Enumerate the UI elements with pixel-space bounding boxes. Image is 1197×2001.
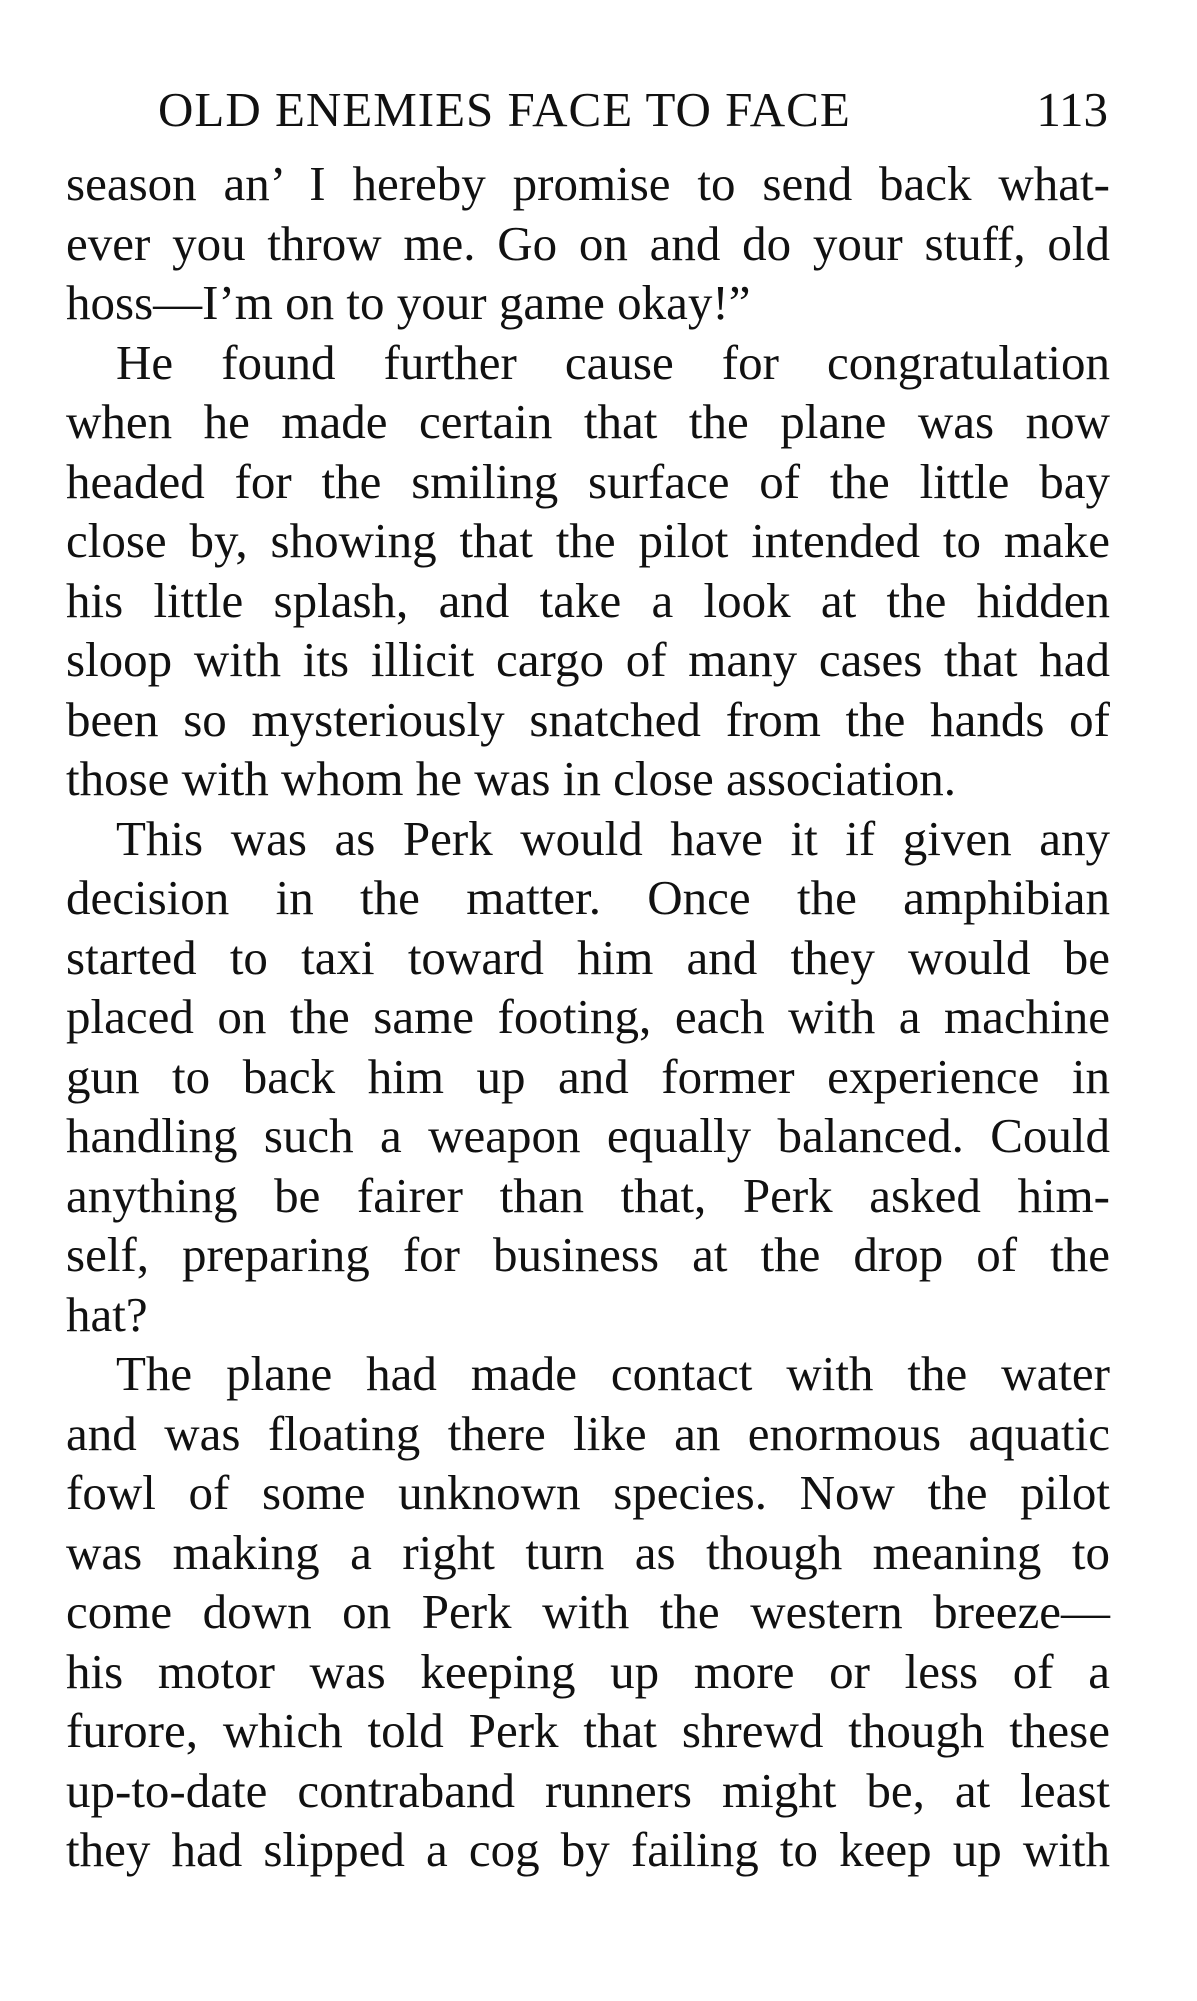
text-line: fowl of some unknown species. Now the pilot (66, 1465, 1110, 1520)
text-line: anything be fairer than that, Perk asked him- (66, 1167, 1110, 1223)
text-line: decision in the matter. Once the amphibian (66, 870, 1110, 925)
text-line: close by, showing that the pilot intended to make (66, 513, 1110, 568)
text-line: come down on Perk with the western breeze— (66, 1584, 1110, 1639)
text-line: He found further cause for congratulation (116, 334, 1110, 390)
text-line: season an’ I hereby promise to send back what- (66, 156, 1110, 211)
text-line: placed on the same footing, each with a machine (66, 989, 1110, 1044)
text-line: headed for the smiling surface of the little bay (66, 453, 1110, 509)
text-line: when he made certain that the plane was now (66, 394, 1110, 449)
text-line: The plane had made contact with the water (116, 1346, 1110, 1401)
text-line: they had slipped a cog by failing to keep up with (66, 1822, 1110, 1877)
chapter-title: OLD ENEMIES FACE TO FACE (158, 82, 851, 137)
text-line: furore, which told Perk that shrewd though these (66, 1703, 1110, 1758)
text-line: hoss—I’m on to your game okay!” (66, 275, 751, 330)
text-line: sloop with its illicit cargo of many cases that had (66, 632, 1110, 687)
text-line: gun to back him up and former experience in (66, 1048, 1110, 1104)
text-line: was making a right turn as though meaning to (66, 1524, 1110, 1580)
text-line: hat? (66, 1286, 148, 1342)
text-line: and was floating there like an enormous aquatic (66, 1405, 1110, 1461)
text-line: handling such a weapon equally balanced. Could (66, 1108, 1110, 1163)
text-line: those with whom he was in close association. (66, 751, 957, 806)
text-line: started to taxi toward him and they would be (66, 929, 1110, 985)
text-line: up-to-date contraband runners might be, at least (66, 1762, 1110, 1818)
text-line: been so mysteriously snatched from the hands of (66, 691, 1110, 747)
text-line: self, preparing for business at the drop of the (66, 1227, 1110, 1282)
text-line: ever you throw me. Go on and do your stuff, old (66, 215, 1110, 271)
running-head (158, 78, 1108, 142)
body-text (66, 154, 1110, 1880)
text-line: This was as Perk would have it if given any (116, 810, 1110, 866)
text-line: his little splash, and take a look at the hidden (66, 572, 1110, 628)
page-number: 113 (1036, 82, 1108, 137)
text-line: his motor was keeping up more or less of a (66, 1643, 1110, 1699)
